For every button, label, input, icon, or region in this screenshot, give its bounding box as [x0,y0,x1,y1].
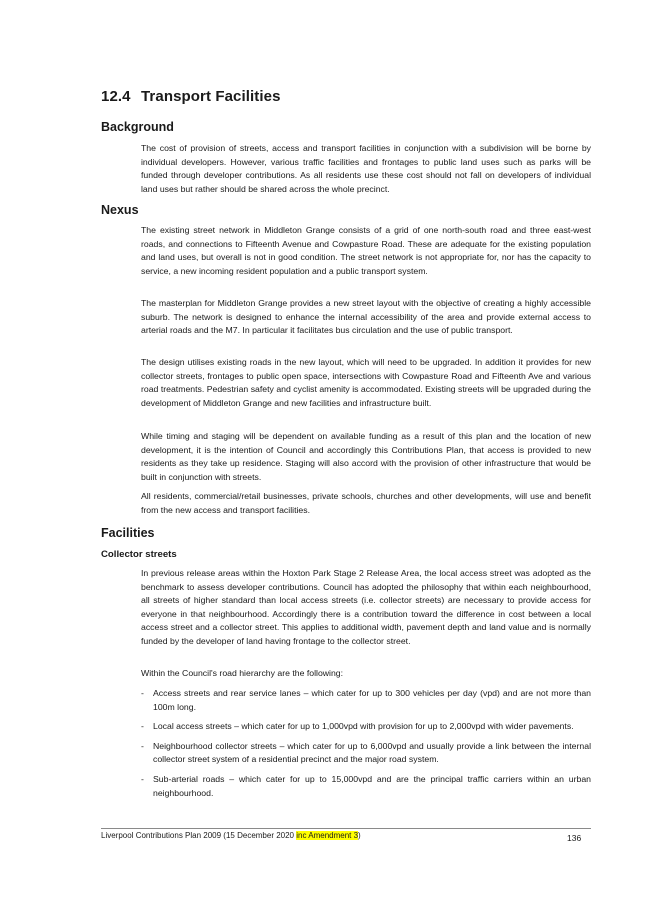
list-item [141,773,591,800]
list-item-text: Sub-arterial roads – which cater for up to 15,000vpd and are the principal traffic carriers within an urban neighbourhood. [153,773,591,798]
background-heading: Background [101,120,174,134]
bullet-dash: - [141,721,144,732]
bullet-dash: - [141,740,144,751]
bullet-dash: - [141,773,144,784]
nexus-paragraph-3: The design utilises existing roads in the new layout, which will need to be upgraded. In addition it provides for new collector streets, frontages to public open space, intersections with Cowpasture Road and Fifteenth Ave and various road treatments. Pedestrian safety and cyclist amenity is accommodated. Existing streets will be upgraded during the development of Middleton Grange and new facilities and infrastructure built. [141,357,591,408]
section-heading [101,88,281,105]
nexus-paragraph-1: The existing street network in Middleton Grange consists of a grid of one north-south road and three east-west roads, and connections to Fifteenth Avenue and Cowpasture Road. These are adequate for the existing population and land uses, but overall is not in good condition. The street network is not appropriate for, nor has the capacity to service, a new incoming resident population and a public transport system. [141,225,591,276]
facilities-paragraph-1: In previous release areas within the Hoxton Park Stage 2 Release Area, the local access street was adopted as the benchmark to assess developer contributions. Council has adopted the philosophy that within each neighbourhood, all streets of higher standard than local access streets (i.e. collector streets) are necessary to provide access for everyone in that neighbourhood. Accordingly there is a contribution toward the difference in cost between a local access street and a collector street. This applies to additional width, pavement depth and land value and is normally funded by the developer of land having frontage to the collector street. [141,568,591,646]
nexus-paragraph-4: While timing and staging will be dependent on available funding as a result of this plan and the location of new development, it is the intention of Council and accordingly this Contributions Plan, that access is provided to new residents as they take up residence. Staging will also accord with the provision of other infrastructure that would be built in conjunction with streets. [141,431,591,482]
page-number: 136 [567,833,582,843]
facilities-paragraph-2: Within the Council's road hierarchy are the following: [141,668,344,678]
list-item-text: Neighbourhood collector streets – which cater for up to 6,000vpd and usually provide a link between the internal collector street system of a residential precinct and the major road system. [153,740,591,765]
footer-text [101,831,361,840]
background-paragraph-1: The cost of provision of streets, access and transport facilities in conjunction with a subdivision will be borne by individual developers. However, various traffic facilities and frontages to public land uses such as parks will be funded through developer contributions. As all residents use these cost should not fall on developers of individual land uses but rather should be shared across the whole precinct. [141,143,591,194]
nexus-heading: Nexus [101,203,139,217]
nexus-paragraph-2: The masterplan for Middleton Grange provides a new street layout with the objective of creating a highly accessible suburb. The network is designed to enhance the internal accessibility of the area and provide external access to arterial roads and the M7. In particular it facilitates bus circulation and the use of public transport. [141,298,591,336]
road-hierarchy-list [141,687,591,806]
footer-divider [101,828,591,829]
list-item [141,740,591,767]
collector-streets-heading: Collector streets [101,549,177,560]
section-title: Transport Facilities [141,88,281,105]
footer-amendment-highlight: inc Amendment 3 [296,831,359,840]
list-item [141,687,591,714]
bullet-dash: - [141,688,144,698]
nexus-paragraph-5: All residents, commercial/retail businesses, private schools, churches and other developments, will use and benefit from the new access and transport facilities. [141,491,591,515]
footer-close: ) [358,831,361,840]
facilities-heading: Facilities [101,526,155,540]
section-number: 12.4 [101,88,131,105]
list-item-text: Local access streets – which cater for up to 1,000vpd with provision for up to 2,000vpd with wider pavements. [153,721,574,732]
list-item-text: Access streets and rear service lanes – which cater for up to 300 vehicles per day (vpd) and are not more than 100m long. [153,688,591,712]
footer-title: Liverpool Contributions Plan 2009 (15 December 2020 [101,831,297,840]
list-item [141,720,591,734]
